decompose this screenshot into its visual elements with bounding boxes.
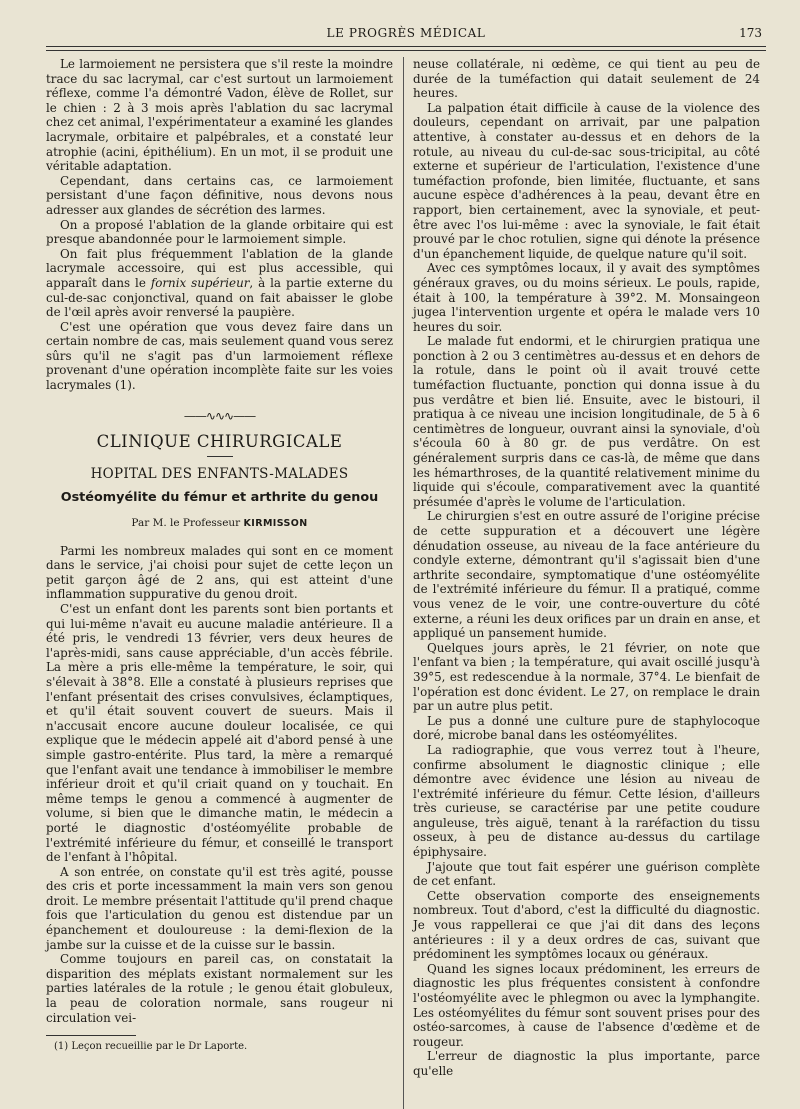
paragraph: Le malade fut endormi, et le chirurgien pratiqua une ponction à 2 ou 3 centimètres au-dessus et en dehors de la rotule, dans le point où il avait trouvé cette tuméfaction fluctuante, ponction qui donna issue à du pus verdâtre et bien lié. Ensuite, avec le bistouri, il pratiqua à ce niveau une incision longitudinale, de 5 à 6 centimètres de longueur, ouvrant ainsi la synoviale, d'où s'écoula 60 à 80 gr. de pus verdâtre. On est généralement surpris dans ce cas-là, de même que dans les hémarthroses, de la quantité relativement minime du liquide qui s'écoule, comparativement avec la quantité présumée d'après le volume de l'articulation.: [413, 334, 760, 509]
byline: [46, 516, 393, 532]
section-rule: [207, 456, 233, 457]
italic-term: fornix supérieur: [150, 275, 250, 290]
column-divider: [403, 57, 404, 1109]
paragraph: Le pus a donné une culture pure de staphylocoque doré, microbe banal dans les ostéomyélites.: [413, 713, 760, 743]
paragraph: Le chirurgien s'est en outre assuré de l'origine précise de cette suppuration et a découvert une légère dénudation osseuse, au niveau de la face antérieure du condyle externe, démontrant qu'il s'agissait bien d'une arthrite secondaire, symptomatique d'une ostéomyélite de l'extrémité inférieure du fémur. Il a pratiqué, comme vous venez de le voir, une contre-ouverture du côté externe, a réuni les deux orifices par un drain en anse, et appliqué un pansement humide.: [413, 509, 760, 641]
paragraph: Quelques jours après, le 21 février, on note que l'enfant va bien ; la température, qui avait oscillé jusqu'à 39°5, est redescendue à la normale, 37°4. Le bienfait de l'opération est donc évident. Le 27, on remplace le drain par un autre plus petit.: [413, 640, 760, 714]
paragraph: neuse collatérale, ni œdème, ce qui tient au peu de durée de la tuméfaction qui datait seulement de 24 heures.: [413, 57, 760, 101]
footnote-rule: [46, 1035, 136, 1036]
paragraph: L'erreur de diagnostic la plus importante, parce qu'elle: [413, 1049, 760, 1078]
paragraph: Avec ces symptômes locaux, il y avait des symptômes généraux graves, ou du moins sérieux. Le pouls, rapide, était à 100, la température à 39°2. M. Monsaingeon jugea l'intervention urgente et opéra le malade vers 10 heures du soir.: [413, 261, 760, 334]
right-column: [403, 57, 760, 1079]
paragraph-fornix: [46, 247, 393, 320]
hospital-heading: HOPITAL DES ENFANTS-MALADES: [90, 465, 349, 482]
text-run: On fait plus fréquemment l'ablation de la glande lacrymale accessoire, qui est plus accessible, qui apparaît dans le: [46, 246, 393, 290]
paragraph: Cette observation comporte des enseignements nombreux. Tout d'abord, c'est la difficulté du diagnostic. Je vous rappellerai ce que j'ai dit dans des leçons antérieures : il y a deux ordres de cas, suivant que prédominent les symptômes locaux ou généraux.: [413, 888, 760, 962]
paragraph: J'ajoute que tout fait espérer une guérison complète de cet enfant.: [413, 859, 760, 889]
paragraph: C'est une opération que vous devez faire dans un certain nombre de cas, mais seulement quand vous serez sûrs qu'il ne s'agit pas d'un larmoiement réflexe provenant d'une opération incomplète faite sur les voies lacrymales (1).: [46, 319, 393, 393]
paragraph: Le larmoiement ne persistera que s'il reste la moindre trace du sac lacrymal, car c'est surtout un larmoiement réflexe, comme l'a démontré Vadon, élève de Rollet, sur le chien : 2 à 3 mois après l'ablation du sac lacrymal chez cet animal, l'expérimentateur a examiné les glandes lacrymale, orbitaire et palpébrales, et a constaté leur atrophie (acini, épithélium). En un mot, il se produit une véritable adaptation.: [46, 57, 393, 174]
header-rule: [46, 46, 766, 51]
journal-title: LE PROGRÈS MÉDICAL: [326, 26, 486, 40]
paragraph: A son entrée, on constate qu'il est très agité, pousse des cris et porte incessamment la main vers son genou droit. Le membre présentait l'attitude qu'il prend chaque fois que l'articulation du genou est distendue par un épanchement et douloureuse : la demi-flexion de la jambe sur la cuisse et de la cuisse sur le bassin.: [46, 864, 393, 952]
paragraph: Cependant, dans certains cas, ce larmoiement persistant d'une façon définitive, nous devons nous adresser aux glandes de sécrétion des larmes.: [46, 173, 393, 217]
paragraph: C'est un enfant dont les parents sont bien portants et qui lui-même n'avait eu aucune maladie antérieure. Il a été pris, le vendredi 13 février, vers deux heures de l'après-midi, sans cause appréciable, d'un accès fébrile. La mère a pris elle-même la température, le soir, qui s'élevait à 38°8. Elle a constaté à plusieurs reprises que l'enfant présentait des crises convulsives, éclamptiques, et qu'il était souvent couvert de sueurs. Mais il n'accusait encore aucune douleur localisée, ce qui explique que le médecin appelé ait d'abord pensé à une simple gastro-entérite. Plus tard, la mère a remarqué que l'enfant avait une tendance à immobiliser le membre inférieur droit et qu'il criait quand on y touchait. En même temps le genou a commencé à augmenter de volume, si bien que le dimanche matin, le médecin a porté le diagnostic d'ostéomyélite probable de l'extrémité inférieure du fémur, et conseillé le transport de l'enfant à l'hôpital.: [46, 602, 393, 865]
section-title: CLINIQUE CHIRURGICALE: [96, 432, 343, 452]
paragraph: On a proposé l'ablation de la glande orbitaire qui est presque abandonnée pour le larmoiement simple.: [46, 217, 393, 247]
paragraph: Quand les signes locaux prédominent, les erreurs de diagnostic les plus fréquentes consistent à confondre l'ostéomyélite avec le phlegmon ou avec la lymphangite. Les ostéomyélites du fémur sont souvent prises pour des ostéo-sarcomes, à cause de l'absence d'œdème et de rougeur.: [413, 961, 760, 1049]
page-number: 173: [739, 26, 762, 40]
paragraph: Comme toujours en pareil cas, on constatait la disparition des méplats existant normalement sur les parties latérales de la rotule ; le genou était globuleux, la peau de coloration normale, sans rougeur ni circulation vei-: [46, 952, 393, 1025]
section-ornament: ——∿∿∿——: [183, 408, 256, 423]
paragraph: Parmi les nombreux malades qui sont en ce moment dans le service, j'ai choisi pour sujet de cette leçon un petit garçon âgé de 2 ans, qui est atteint d'une inflammation suppurative du genou droit.: [46, 543, 393, 602]
left-column: [46, 57, 403, 1079]
page-header: [46, 22, 766, 44]
article-title: Ostéomyélite du fémur et arthrite du genou: [60, 490, 379, 506]
byline-prefix: Par M. le Professeur: [131, 517, 241, 530]
paragraph: La radiographie, que vous verrez tout à l'heure, confirme absolument le diagnostic clinique ; elle démontre avec évidence une lésion au niveau de l'extrémité inférieure du fémur. Cette lésion, d'ailleurs très curieuse, se caractérise par une petite coudure anguleuse, très aiguë, tenant à la raréfaction du tissu osseux, à peu de distance au-dessus du cartilage épiphysaire.: [413, 742, 760, 860]
footnote: (1) Leçon recueillie par le Dr Laporte.: [54, 1041, 248, 1053]
byline-author: KIRMISSON: [243, 518, 308, 530]
text-run: , à la partie externe du cul-de-sac conjonctival, quand on fait abaisser le globe de l'œil après avoir renversé la paupière.: [46, 275, 393, 320]
two-column-body: [46, 57, 766, 1079]
paragraph: La palpation était difficile à cause de la violence des douleurs, cependant on arrivait, par une palpation attentive, à constater au-dessus et en dehors de la rotule, au niveau du cul-de-sac sous-tricipital, au côté externe et supérieur de l'articulation, l'existence d'une tuméfaction profonde, bien limitée, fluctuante, et sans aucune espèce d'adhérences à la peau, devant être en rapport, bien certainement, avec la synoviale, et peut-être avec l'os lui-même : avec la synoviale, le fait était prouvé par le choc rotulien, signe qui dénote la présence d'un épanchement liquide, de quelque nature qu'il soit.: [413, 100, 760, 261]
